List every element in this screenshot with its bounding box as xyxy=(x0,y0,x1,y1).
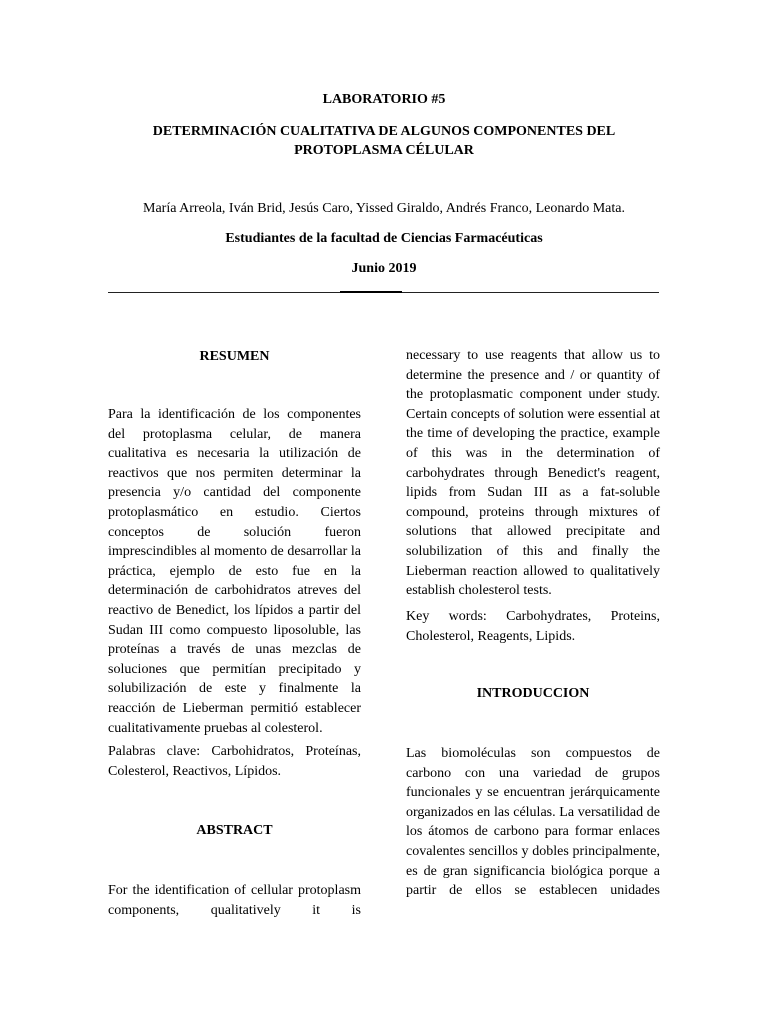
document-title xyxy=(0,122,768,160)
key-words-paragraph xyxy=(406,607,660,646)
palabras-clave-paragraph xyxy=(108,742,361,781)
introduccion-heading: INTRODUCCION xyxy=(476,686,590,701)
title-line-1: DETERMINACIÓN CUALITATIVA DE ALGUNOS COMPONENTES DEL xyxy=(152,124,616,139)
abstract-continued-paragraph xyxy=(406,346,660,601)
resumen-paragraph xyxy=(108,405,361,738)
header-divider-accent xyxy=(340,291,402,293)
publication-date: Junio 2019 xyxy=(351,261,417,276)
affiliation: Estudiantes de la facultad de Ciencias Farmacéuticas xyxy=(225,231,543,246)
lab-title: LABORATORIO #5 xyxy=(322,92,446,107)
authors: María Arreola, Iván Brid, Jesús Caro, Yissed Giraldo, Andrés Franco, Leonardo Mata. xyxy=(143,201,625,216)
key-words-text: Key words: Carbohydrates, Proteins, Cholesterol, Reagents, Lipids. xyxy=(406,609,660,644)
title-line-2: PROTOPLASMA CÉLULAR xyxy=(294,143,474,158)
abstract-heading: ABSTRACT xyxy=(196,823,273,838)
abstract-paragraph xyxy=(108,881,361,920)
abstract-continued-text: necessary to use reagents that allow us to determine the presence and / or quantity of the protoplasmatic component under study. Certain concepts of solution were essential at the time of developing the practice, example of this was in the determination of carbohydrates through Benedict's reagent, lipids from Sudan III as a fat-soluble compound, proteins through mixtures of solutions that allowed precipitate and solubilization of this and finally the Lieberman reaction allowed to qualitatively establish cholesterol tests. xyxy=(406,348,660,599)
resumen-text: Para la identificación de los componentes del protoplasma celular, de manera cualitativa es necesaria la utilización de reactivos que nos permiten determinar la presencia y/o cantidad del componente protoplasmático en estudio. Ciertos conceptos de solución fueron imprescindibles al momento de desarrollar la práctica, ejemplo de esto fue en la determinación de carbohidratos atreves del reactivo de Benedict, los lípidos a partir del Sudan III como compuesto liposoluble, las proteínas a través de unas mezclas de soluciones que permitían precipitado y solubilización de este y finalmente la reacción de Lieberman permitió establecer cualitativamente pruebas al colesterol. xyxy=(108,407,361,736)
introduccion-text: Las biomoléculas son compuestos de carbono con una variedad de grupos funcionales y se encuentran jerárquicamente organizados en las células. La versatilidad de los átomos de carbono para formar enlaces covalentes sencillos y dobles principalmente, es de gran significancia biológica porque a partir de ellos se establecen unidades xyxy=(406,746,660,899)
palabras-clave-text: Palabras clave: Carbohidratos, Proteínas, Colesterol, Reactivos, Lípidos. xyxy=(108,744,361,779)
resumen-heading: RESUMEN xyxy=(199,349,270,364)
introduccion-paragraph xyxy=(406,744,660,901)
abstract-text: For the identification of cellular protoplasm components, qualitatively it is xyxy=(108,883,361,918)
